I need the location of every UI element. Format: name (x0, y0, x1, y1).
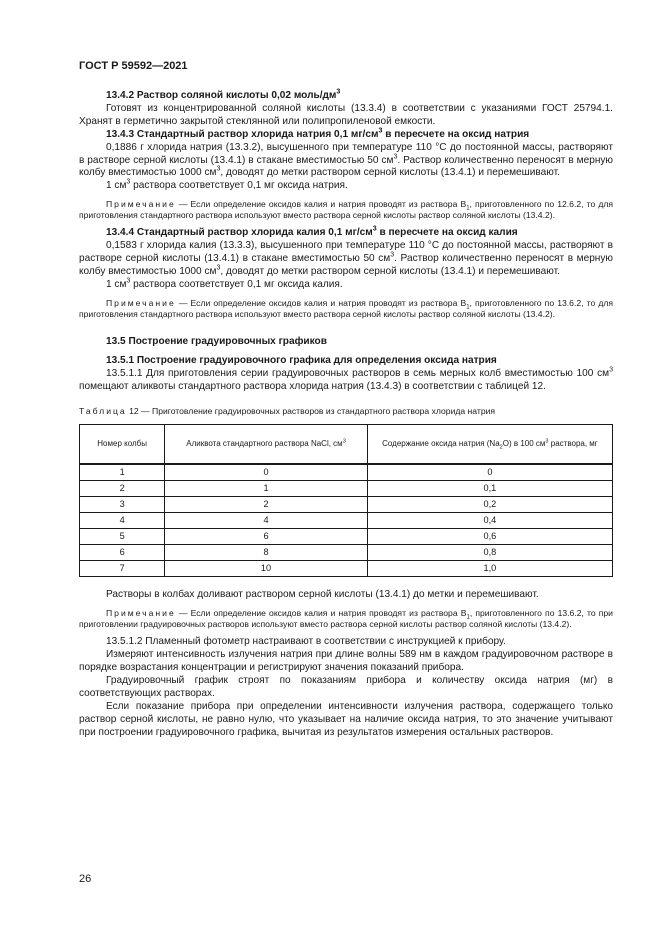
col-header-sodium-oxide: Содержание оксида натрия $(Na_2O)$ в 100 $см^3$ раствора, мг (367, 425, 612, 465)
blank-correction-text: Если показание прибора при определении интенсивности излучения раствора, содержащего только раствор серной кислоты, не равно нулю, что указывает на наличие оксида натрия, то это значение учитывают при построении градуировочного графика, вычитая из результатов измерения остальных растворов. (79, 700, 613, 738)
table-row: 3 2 0,2 (80, 497, 613, 513)
page-content (79, 90, 613, 739)
section-13-5-1-1-text: 13.5.1.1 Для приготовления серии градуировочных растворов в семь мерных колб вместимостью 100 $см^3$ помещают аликвоты стандартного раствора хлорида натрия (13.4.3) в соответствии с таблицей 12. (79, 366, 613, 392)
after-table-note: Примечание — Если определение оксидов калия и натрия проводят из раствора $В_1$, приготовленного по 13.6.2, то при приготовлении градуировочных растворов используют вместо раствора серной кислоты раствор соляной кислоты (13.4.2). (79, 608, 613, 630)
section-13-4-4-text: 0,1583 г хлорида калия (13.3.3), высушенного при температуре 110 °С до постоянной массы, растворяют в растворе серной кислоты (13.4.1) в стакане вместимостью 50 $см^3$. Раствор количественно переносят в мерную колбу вместимостью 1000 $см^3$, доводят до метки раствором серной кислоты (13.4.1) и перемешивают. (79, 240, 613, 277)
section-13-4-2-text: Готовят из концентрированной соляной кислоты (13.3.4) в соответствии с указаниями ГОСТ 25794.1. Хранят в герметично закрытой стеклянной или полипропиленовой емкости. (79, 102, 613, 127)
table-row: 2 1 0,1 (80, 481, 613, 497)
page-number: 26 (79, 873, 92, 885)
section-13-4-3-title: 13.4.3 Стандартный раствор хлорида натрия 0,1 $мг/см^3$ в пересчете на оксид натрия (106, 127, 530, 140)
col-header-aliquot: Аликвота стандартного раствора NaCl, $см^3$ (165, 425, 368, 465)
section-13-5-title: 13.5 Построение градуировочных графиков (106, 335, 327, 347)
section-13-4-3-note: Примечание — Если определение оксидов калия и натрия проводят из раствора $В_1$, приготовленного по 12.6.2, то для приготовления стандартного раствора используют вместо раствора серной кислоты раствор соляной кислоты (13.4.2). (79, 199, 614, 221)
section-13-5-1-2-text: 13.5.1.2 Пламенный фотометр настраивают в соответствии с инструкцией к прибору. (106, 636, 506, 648)
measurement-text: Измеряют интенсивность излучения натрия при длине волны 589 нм в каждом градуировочном растворе в порядке возрастания концентрации и регистрируют значения показаний прибора. (79, 649, 613, 674)
table-row: 6 8 0,8 (80, 545, 613, 561)
table-row: 5 6 0,6 (80, 529, 613, 545)
graph-text: Градуировочный график строят по показаниям прибора и количеству оксида натрия (мг) в соответствующих растворах. (79, 674, 613, 699)
section-13-4-2-title: 13.4.2 Раствор соляной кислоты 0,02 моль/$дм^3$ (106, 88, 341, 101)
section-13-5-1-title: 13.5.1 Построение градуировочного графика для определения оксида натрия (106, 354, 497, 366)
section-13-4-3-equivalence: 1 $см^3$ раствора соответствует 0,1 мг оксида натрия. (106, 178, 348, 192)
col-header-flask-number: Номер колбы (80, 425, 165, 465)
document-header: ГОСТ Р 59592—2021 (79, 60, 188, 72)
after-table-text: Растворы в колбах доливают раствором серной кислоты (13.4.1) до метки и перемешивают. (106, 589, 539, 601)
table-row: 4 4 0,4 (80, 513, 613, 529)
section-13-4-4-note: Примечание — Если определение оксидов калия и натрия проводят из раствора $В_1$, приготовленного по 13.6.2, то для приготовления стандартного раствора используют вместо раствора серной кислоты раствор соляной кислоты (13.4.2). (79, 297, 614, 319)
section-13-4-3-text: 0,1886 г хлорида натрия (13.3.2), высушенного при температуре 110 °С до постоянной массы, растворяют в растворе серной кислоты (13.4.1) в стакане вместимостью 50 $см^3$. Раствор количественно переносят в мерную колбу вместимостью 1000 $см^3$, доводят до метки раствором серной кислоты (13.4.1) и перемешивают. (79, 141, 614, 179)
section-13-4-4-equivalence: 1 $см^3$ раствора соответствует 0,1 мг оксида калия. (106, 277, 343, 290)
section-13-4-4-title: 13.4.4 Стандартный раствор хлорида калия 0,1 $мг/см^3$ в пересчете на оксид калия (106, 225, 518, 239)
table-row: 1 0 0 (80, 464, 613, 481)
table-caption: Таблица 12 — Приготовление градуировочных растворов из стандартного раствора хлорида натрия (79, 406, 496, 417)
table-row: 7 10 1,0 (80, 561, 613, 577)
calibration-table (79, 424, 613, 577)
